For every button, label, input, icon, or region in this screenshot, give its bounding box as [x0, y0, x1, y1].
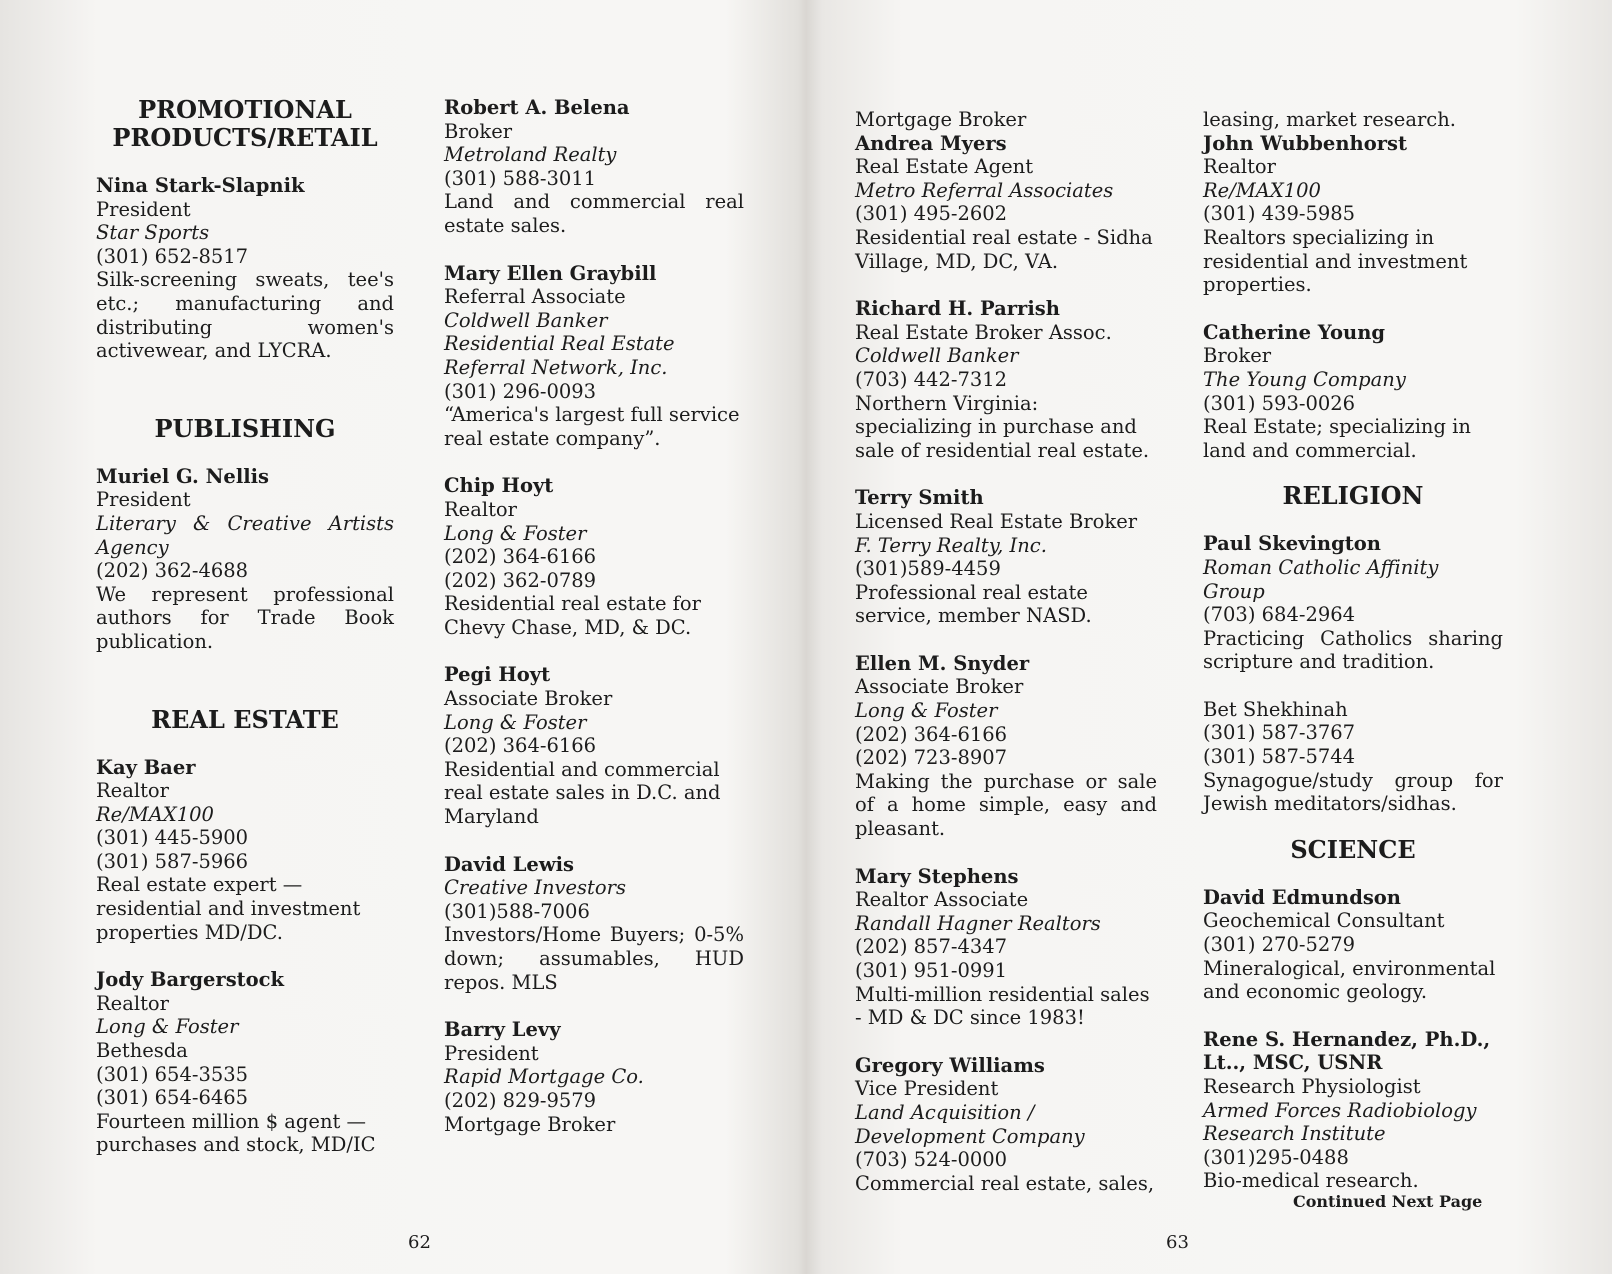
listing-title: Licensed Real Estate Broker	[855, 509, 1138, 533]
listing-description: Commercial real estate, sales,	[855, 1171, 1155, 1195]
listing-description: Silk-screening sweats, tee's etc.; manufacturing and distributing women's activewear, and LYCRA.	[96, 268, 394, 363]
listing-title: Associate Broker	[855, 675, 1024, 699]
listing-description: Synagogue/study group for Jewish meditators/sidhas.	[1203, 768, 1503, 816]
listing-name: Terry Smith	[855, 486, 984, 510]
listing-description: Northern Virginia: specializing in purchase and sale of residential real estate.	[855, 391, 1150, 462]
listing-description: Multi-million residential sales - MD & DC since 1983!	[855, 982, 1150, 1030]
listing-name: Robert A. Belena	[444, 96, 630, 119]
listing-phone: (301) 593-0026	[1203, 391, 1356, 415]
listing-entry	[1203, 698, 1503, 816]
listing-title: Realtor	[96, 991, 169, 1015]
listing-entry	[444, 663, 744, 828]
listing-title: Realtor Associate	[855, 888, 1029, 912]
listing-name: Catherine Young	[1203, 320, 1386, 344]
listing-description: Real Estate; specializing in land and commercial.	[1203, 415, 1471, 462]
listing-entry	[855, 1054, 1157, 1196]
listing-name: Paul Skevington	[1203, 532, 1381, 556]
listing-phone: (202) 364-6166	[444, 734, 597, 758]
listing-phone: (301) 654-6465	[96, 1086, 249, 1110]
listing-company: Armed Forces Radiobiology Research Institute	[1203, 1098, 1477, 1146]
listing-phone: (301)588-7006	[444, 899, 590, 923]
right-page-column-2	[1203, 108, 1503, 1217]
left-page-column-1	[96, 96, 394, 1181]
listing-entry	[96, 465, 394, 654]
listing-phone: (301) 951-0991	[855, 959, 1008, 982]
listing-name: Richard H. Parrish	[855, 297, 1060, 321]
listing-company: Roman Catholic Affinity Group	[1203, 555, 1439, 603]
listing-company: Land Acquisition / Development Company	[855, 1100, 1085, 1148]
listing-continuation: Mortgage Broker	[855, 108, 1027, 131]
listing-company: Long & Foster	[444, 521, 587, 545]
listing-entry	[444, 96, 744, 238]
listing-phone: (301) 439-5985	[1203, 202, 1356, 226]
listing-entry	[96, 968, 394, 1157]
listing-name: Andrea Myers	[855, 131, 1007, 155]
listing-company: Coldwell Banker	[444, 308, 608, 332]
listing-entry	[444, 1018, 744, 1136]
listing-company: Rapid Mortgage Co.	[444, 1065, 644, 1089]
listing-company: F. Terry Realty, Inc.	[855, 533, 1047, 557]
listing-name: David Lewis	[444, 852, 574, 876]
page-number-right: 63	[1166, 1232, 1189, 1253]
listing-company: Long & Foster	[855, 699, 998, 723]
listing-phone: (301) 445-5900	[96, 826, 249, 850]
listing-title: Referral Associate	[444, 285, 626, 309]
listing-entry	[855, 652, 1157, 841]
listing-company: Metro Referral Associates	[855, 178, 1114, 202]
listing-phone: (301) 495-2602	[855, 202, 1008, 226]
listing-entry	[1203, 321, 1503, 463]
listing-description: Fourteen million $ agent — purchases and stock, MD/IC	[96, 1109, 376, 1157]
listing-company: Re/MAX100	[96, 802, 214, 826]
listing-entry	[855, 108, 1157, 273]
listing-name: David Edmundson	[1203, 885, 1401, 909]
listing-description: Residential and commercial real estate sales in D.C. and Maryland	[444, 757, 721, 829]
listing-description: Realtors specializing in residential and investment properties.	[1203, 225, 1468, 297]
listing-phone: (202) 723-8907	[855, 746, 1008, 770]
listing-title: Vice President	[855, 1077, 999, 1101]
listing-company: Star Sports	[96, 221, 210, 245]
listing-phone: (301) 652-8517	[96, 244, 249, 268]
listing-title: President	[96, 197, 191, 221]
listing-description: Residential real estate - Sidha Village, MD, DC, VA.	[855, 225, 1153, 273]
listing-name: Mary Ellen Graybill	[444, 261, 657, 285]
listing-phone: (703) 442-7312	[855, 367, 1008, 391]
listing-entry	[444, 262, 744, 451]
listing-phone: (301) 587-3767	[1203, 721, 1356, 745]
listing-description: Professional real estate service, member NASD.	[855, 580, 1092, 628]
listing-name: Nina Stark-Slapnik	[96, 174, 305, 197]
listing-phone: (703) 684-2964	[1203, 603, 1356, 627]
listing-description: Mineralogical, environmental and economic geology.	[1203, 956, 1496, 1004]
listing-name: Gregory Williams	[855, 1053, 1045, 1077]
listing-phone: (202) 362-0789	[444, 568, 597, 592]
listing-name: Jody Bargerstock	[96, 968, 285, 992]
page-number-left: 62	[408, 1232, 431, 1253]
listing-name: Barry Levy	[444, 1018, 561, 1042]
listing-description: We represent professional authors for Trade Book publication.	[96, 582, 394, 653]
right-page-column-1	[855, 108, 1157, 1219]
section-heading-real-estate: REAL ESTATE	[151, 704, 339, 734]
listing-continuation: leasing, market research.	[1203, 108, 1456, 131]
listing-entry	[855, 865, 1157, 1030]
listing-phone: (301) 270-5279	[1203, 933, 1356, 957]
listing-description: Real estate expert — residential and investment properties MD/DC.	[96, 873, 361, 944]
listing-title: Real Estate Broker Assoc.	[855, 320, 1112, 344]
listing-company-network: Residential Real Estate Referral Network, Inc.	[444, 332, 675, 379]
listing-title: Broker	[1203, 344, 1272, 368]
listing-description: Residential real estate for Chevy Chase, MD, & DC.	[444, 592, 701, 639]
section-heading-promotional: PROMOTIONAL PRODUCTS/RETAIL	[112, 95, 378, 152]
listing-phone: (301)589-4459	[855, 557, 1001, 581]
listing-company: Coldwell Banker	[855, 344, 1019, 368]
listing-description: Making the purchase or sale of a home simple, easy and pleasant.	[855, 769, 1157, 841]
listing-company: Creative Investors	[444, 876, 626, 900]
listing-description: Investors/Home Buyers; 0-5% down; assumables, HUD repos. MLS	[444, 923, 744, 994]
section-heading-religion: RELIGION	[1282, 481, 1424, 511]
listing-entry	[1203, 108, 1503, 297]
listing-company: Long & Foster	[444, 710, 587, 734]
listing-name: Mary Stephens	[855, 864, 1019, 888]
listing-company: Long & Foster	[96, 1015, 239, 1039]
section-heading-publishing: PUBLISHING	[154, 413, 336, 443]
listing-phone: (301) 587-5744	[1203, 745, 1356, 769]
listing-title: Realtor	[444, 497, 517, 521]
listing-entry	[855, 297, 1157, 462]
listing-entry	[96, 756, 394, 945]
listing-title: President	[96, 488, 191, 512]
listing-title: Realtor	[96, 779, 169, 803]
listing-title: Real Estate Agent	[855, 155, 1034, 179]
listing-phone: (301)295-0488	[1203, 1145, 1349, 1169]
listing-description: Practicing Catholics sharing scripture and tradition.	[1203, 626, 1503, 674]
listing-description: Mortgage Broker	[444, 1112, 616, 1136]
listing-entry	[1203, 1028, 1503, 1193]
listing-entry	[1203, 532, 1503, 674]
listing-city: Bethesda	[96, 1039, 188, 1063]
listing-title: Research Physiologist	[1203, 1075, 1421, 1098]
listing-title: Broker	[444, 119, 513, 143]
continued-next-page: Continued Next Page	[1293, 1192, 1483, 1211]
listing-phone: (703) 524-0000	[855, 1148, 1008, 1172]
listing-name: John Wubbenhorst	[1203, 131, 1407, 155]
listing-phone: (202) 362-4688	[96, 559, 249, 583]
listing-phone: (301) 296-0093	[444, 379, 597, 403]
listing-phone: (301) 587-5966	[96, 849, 249, 873]
listing-name: Bet Shekhinah	[1203, 697, 1348, 721]
listing-phone: (202) 857-4347	[855, 935, 1008, 959]
listing-phone: (301) 588-3011	[444, 166, 597, 190]
listing-entry	[96, 174, 394, 363]
listing-title: Associate Broker	[444, 687, 613, 711]
listing-entry	[444, 474, 744, 639]
listing-company: Randall Hagner Realtors	[855, 911, 1101, 935]
listing-entry	[855, 486, 1157, 628]
listing-phone: (202) 364-6166	[444, 545, 597, 569]
listing-title: Geochemical Consultant	[1203, 909, 1445, 933]
listing-name: Pegi Hoyt	[444, 663, 551, 687]
listing-entry	[1203, 886, 1503, 1004]
listing-company: Metroland Realty	[444, 143, 617, 167]
section-heading-science: SCIENCE	[1290, 834, 1416, 864]
listing-phone: (202) 364-6166	[855, 722, 1008, 746]
listing-name: Kay Baer	[96, 755, 196, 779]
listing-description: Bio-medical research.	[1203, 1169, 1419, 1193]
listing-name: Chip Hoyt	[444, 474, 554, 498]
listing-description: Land and commercial real estate sales.	[444, 190, 744, 237]
listing-phone: (301) 654-3535	[96, 1062, 249, 1086]
listing-name: Muriel G. Nellis	[96, 464, 270, 488]
listing-company: Re/MAX100	[1203, 178, 1321, 202]
listing-company: The Young Company	[1203, 367, 1406, 391]
listing-title: Realtor	[1203, 155, 1276, 179]
listing-title: President	[444, 1041, 539, 1065]
listing-company: Literary & Creative Artists Agency	[96, 511, 394, 559]
listing-name: Rene S. Hernandez, Ph.D., Lt.., MSC, USNR	[1203, 1027, 1491, 1075]
left-page-column-2	[444, 96, 744, 1160]
listing-phone: (202) 829-9579	[444, 1088, 597, 1112]
listing-description: “America's largest full service real estate company”.	[444, 403, 740, 450]
listing-name: Ellen M. Snyder	[855, 651, 1030, 675]
listing-entry	[444, 853, 744, 995]
